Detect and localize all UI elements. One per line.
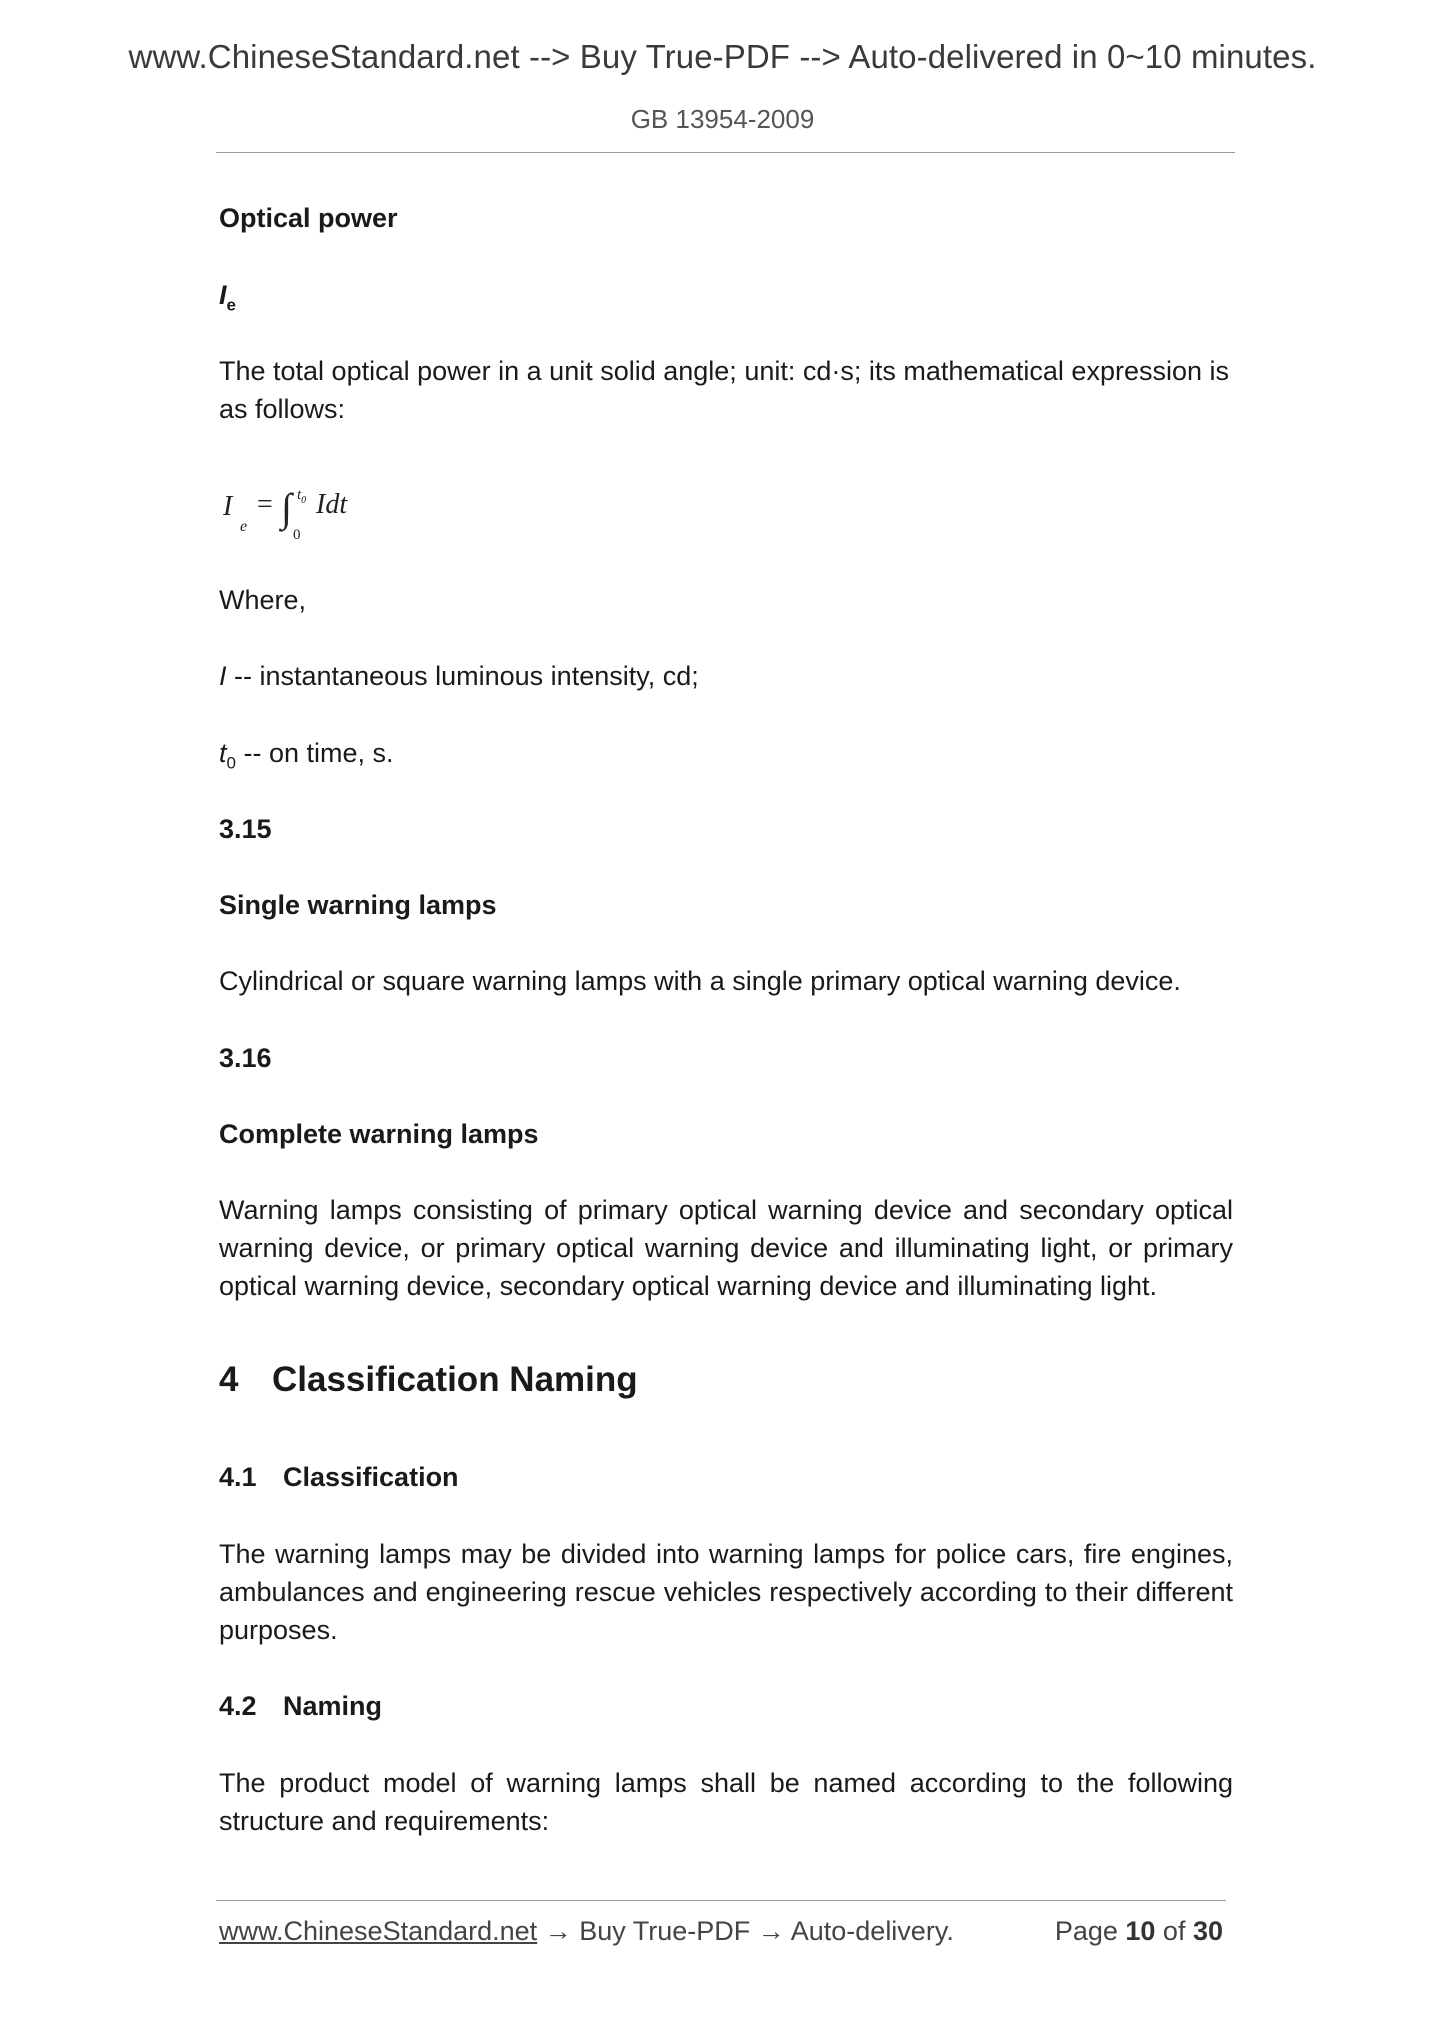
clause-4-2-number: 4.2 (219, 1691, 257, 1721)
variable-i-description: -- instantaneous luminous intensity, cd; (226, 661, 699, 691)
page-total: 30 (1192, 1916, 1223, 1946)
symbol-main: I (219, 280, 227, 310)
symbol-sub: e (226, 295, 236, 315)
clause-3-16-title: Complete warning lamps (219, 1119, 539, 1149)
footer-divider (216, 1900, 1226, 1901)
term-symbol (219, 276, 1233, 324)
where-label: Where, (219, 585, 307, 615)
header-divider (216, 152, 1235, 153)
formula-integrand: Idt (316, 489, 348, 520)
clause-4-2-heading (219, 1687, 1233, 1725)
variable-t0-sub: 0 (226, 753, 236, 773)
term-title: Optical power (219, 203, 398, 233)
clause-4-1-number: 4.1 (219, 1462, 257, 1492)
integral-formula (223, 478, 523, 548)
clause-3-15-title: Single warning lamps (219, 890, 497, 920)
integral-upper-limit: $t_0$ (297, 487, 307, 506)
footer-site-link[interactable]: www.ChineseStandard.net (219, 1916, 538, 1946)
formula-lhs-sub: e (240, 518, 248, 535)
page-footer (219, 1916, 1229, 1947)
clause-4-2-title: Naming (283, 1691, 383, 1721)
section-4-number: 4 (219, 1360, 239, 1399)
clause-3-16-number: 3.16 (219, 1043, 272, 1073)
variable-i-definition (219, 657, 1233, 695)
clause-4-2-text: The product model of warning lamps shall be named according to the following structure and requirements: (219, 1768, 1233, 1836)
definition-line-2: as follows: (219, 394, 346, 424)
definition-text (219, 352, 1233, 428)
variable-t0-description: -- on time, s. (235, 738, 394, 768)
page-indicator: Page 10 of 30 (1054, 1916, 1223, 1946)
variable-t0-symbol: t (219, 738, 227, 768)
variable-t0-definition (219, 734, 1233, 782)
document-id: GB 13954-2009 (630, 104, 815, 134)
section-4-title: Classification Naming (272, 1360, 638, 1399)
integral-lower-limit: 0 (293, 527, 301, 543)
clause-3-16-text: Warning lamps consisting of primary optical warning device and secondary optical warning device, or primary optical warning device and illuminating light, or primary optical warning device, secondary optical warning device and illuminating light. (219, 1195, 1233, 1301)
page-current: 10 (1125, 1916, 1156, 1946)
integral-sign: ∫ (281, 485, 292, 530)
clause-3-15-number: 3.15 (219, 814, 272, 844)
definition-line-1: The total optical power in a unit solid angle; unit: cd·s; its mathematical expression is (219, 356, 1229, 386)
variable-i-symbol: I (219, 661, 227, 691)
section-4-heading (219, 1361, 1233, 1399)
formula-equals: = (257, 489, 273, 520)
clause-4-1-heading (219, 1458, 1233, 1496)
clause-3-15-text: Cylindrical or square warning lamps with a single primary optical warning device. (219, 966, 1181, 996)
formula-lhs: I (223, 491, 233, 522)
clause-4-1-title: Classification (283, 1462, 459, 1492)
clause-4-1-text: The warning lamps may be divided into warning lamps for police cars, fire engines, ambulances and engineering rescue vehicles respectively according to their different purposes. (219, 1539, 1233, 1645)
footer-tagline: → Buy True-PDF → Auto-delivery. (537, 1916, 954, 1946)
site-banner: www.ChineseStandard.net --> Buy True-PDF --> Auto-delivered in 0~10 minutes. (128, 38, 1317, 75)
